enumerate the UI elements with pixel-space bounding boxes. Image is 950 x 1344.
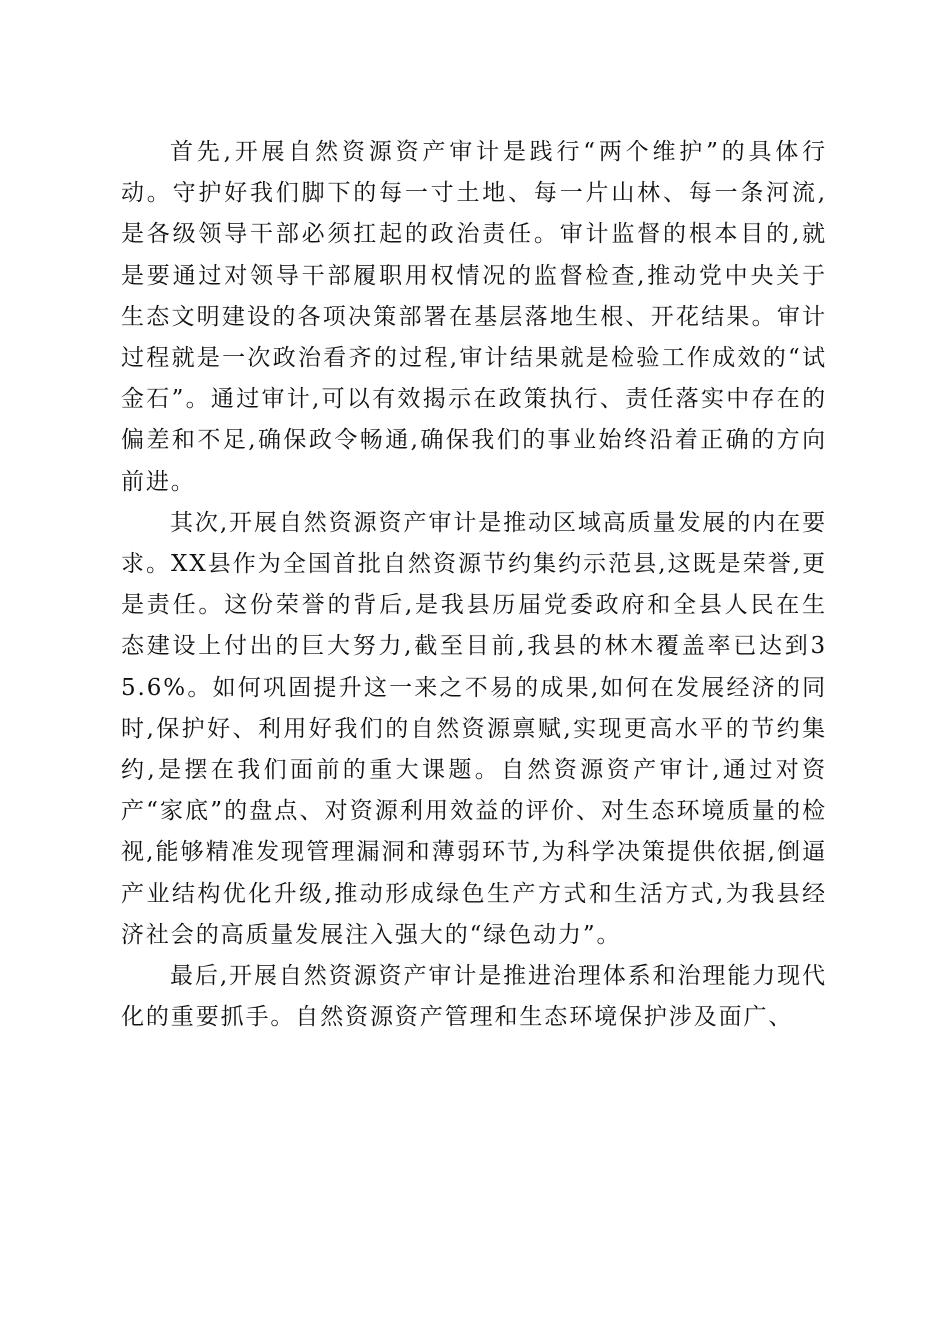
paragraph-second: 其次,开展自然资源资产审计是推动区域高质量发展的内在要求。XX县作为全国首批自然资源节约集约示范县,这既是荣誉,更是责任。这份荣誉的背后,是我县历届党委政府和全县人民在生态建设上付出的巨大努力,截至目前,我县的林木覆盖率已达到35.6%。如何巩固提升这一来之不易的成果,如何在发展经济的同时,保护好、利用好我们的自然资源禀赋,实现更高水平的节约集约,是摆在我们面前的重大课题。自然资源资产审计,通过对资产“家底”的盘点、对资源利用效益的评价、对生态环境质量的检视,能够精准发现管理漏洞和薄弱环节,为科学决策提供依据,倒逼产业结构优化升级,推动形成绿色生产方式和生活方式,为我县经济社会的高质量发展注入强大的“绿色动力”。 bbox=[121, 509, 827, 948]
document-page bbox=[121, 132, 827, 1038]
paragraph-last: 最后,开展自然资源资产审计是推进治理体系和治理能力现代化的重要抓手。自然资源资产管理和生态环境保护涉及面广、 bbox=[121, 963, 827, 1031]
paragraph-first: 首先,开展自然资源资产审计是践行“两个维护”的具体行动。守护好我们脚下的每一寸土地、每一片山林、每一条河流,是各级领导干部必须扛起的政治责任。审计监督的根本目的,就是要通过对领导干部履职用权情况的监督检查,推动党中央关于生态文明建设的各项决策部署在基层落地生根、开花结果。审计过程就是一次政治看齐的过程,审计结果就是检验工作成效的“试金石”。通过审计,可以有效揭示在政策执行、责任落实中存在的偏差和不足,确保政令畅通,确保我们的事业始终沿着正确的方向前进。 bbox=[121, 139, 827, 495]
